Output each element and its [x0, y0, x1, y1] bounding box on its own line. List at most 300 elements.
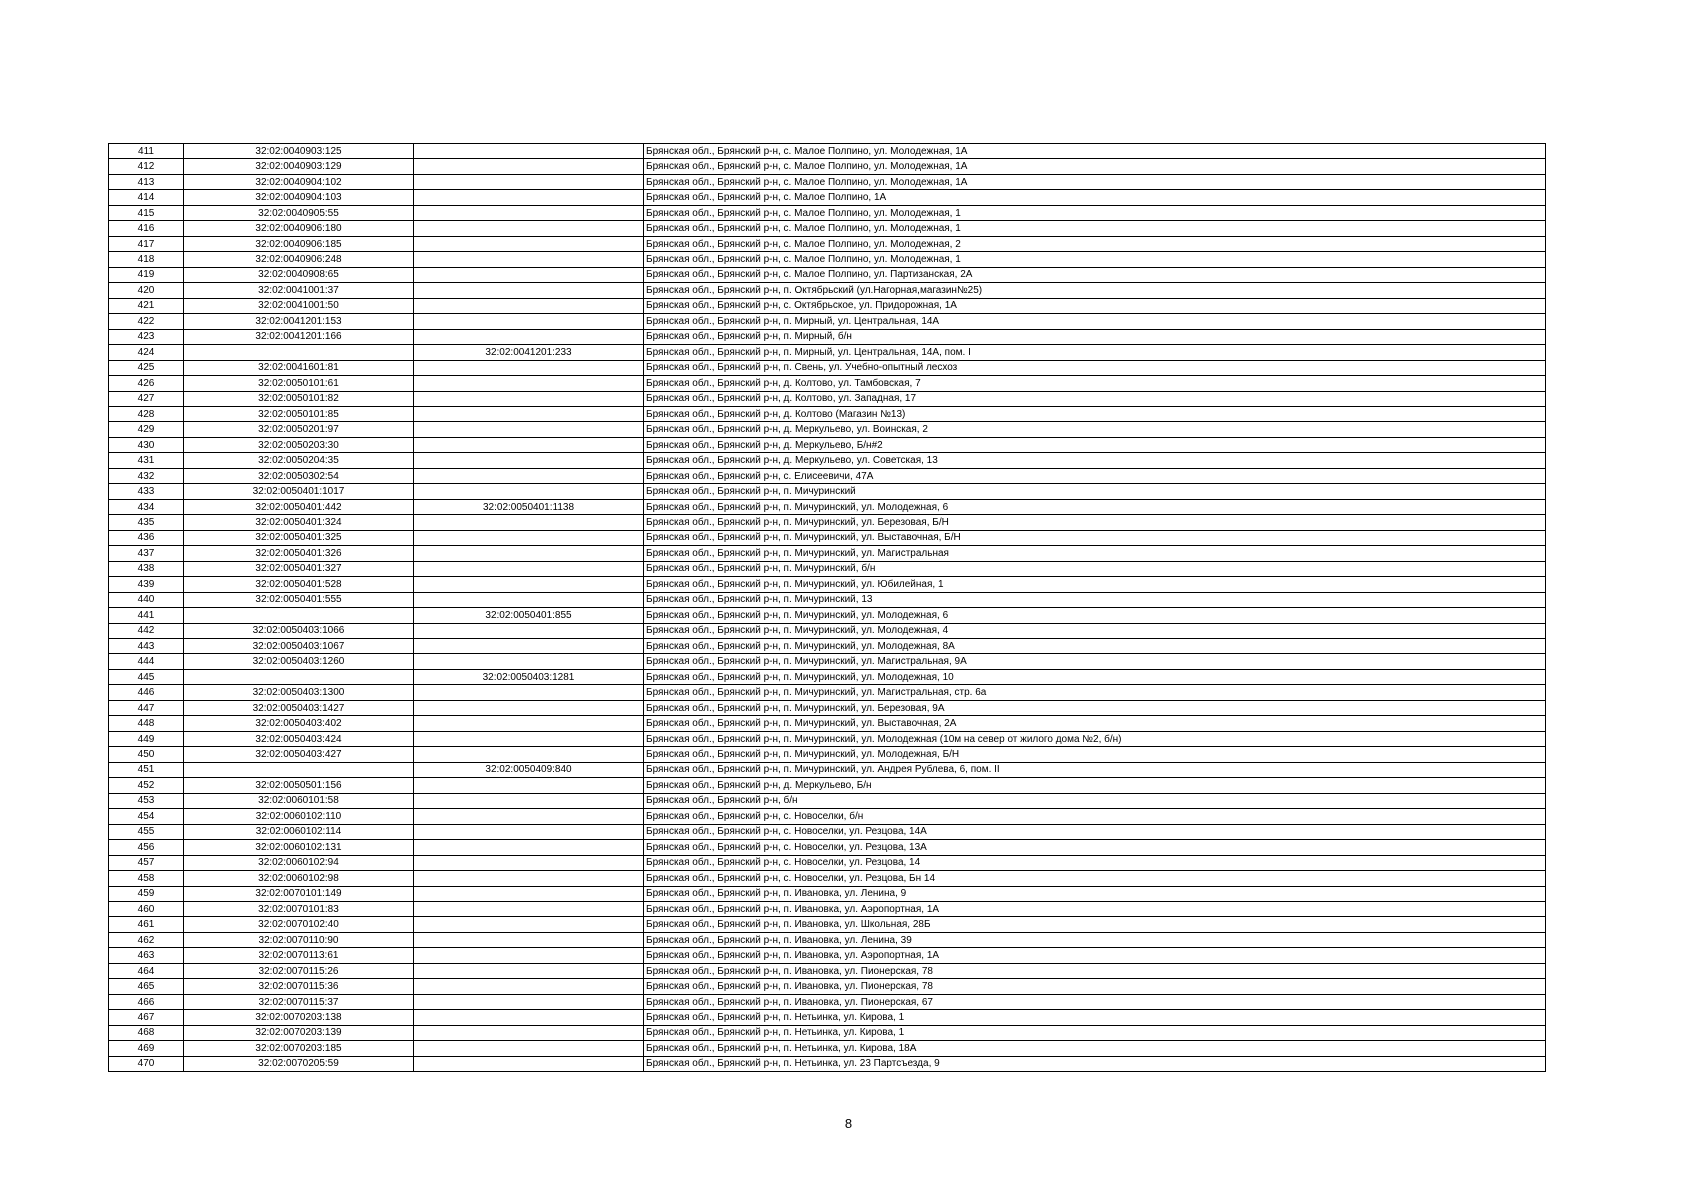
table-row	[109, 174, 1546, 189]
cadastral-number-cell: 32:02:0050401:326	[184, 546, 414, 561]
row-number-cell: 413	[109, 174, 184, 189]
table-row	[109, 484, 1546, 499]
row-number-cell: 470	[109, 1056, 184, 1071]
table-row	[109, 654, 1546, 669]
table-row	[109, 778, 1546, 793]
address-cell: Брянская обл., Брянский р-н, б/н	[644, 793, 1546, 808]
cadastral-number-cell: 32:02:0070113:61	[184, 948, 414, 963]
cadastral-number-alt-cell	[414, 376, 644, 391]
row-number-cell: 412	[109, 159, 184, 174]
cadastral-number-cell: 32:02:0041001:50	[184, 298, 414, 313]
cadastral-number-alt-cell	[414, 979, 644, 994]
table-row	[109, 932, 1546, 947]
cadastral-number-cell: 32:02:0050403:1300	[184, 685, 414, 700]
table-row	[109, 592, 1546, 607]
cadastral-number-alt-cell	[414, 824, 644, 839]
cadastral-number-cell: 32:02:0050401:442	[184, 499, 414, 514]
cadastral-number-cell: 32:02:0070205:59	[184, 1056, 414, 1071]
table-row	[109, 437, 1546, 452]
cadastral-number-alt-cell	[414, 298, 644, 313]
table-row	[109, 190, 1546, 205]
cadastral-number-alt-cell	[414, 267, 644, 282]
address-cell: Брянская обл., Брянский р-н, п. Мирный, ул. Центральная, 14А, пом. I	[644, 345, 1546, 360]
table-row	[109, 669, 1546, 684]
table-row	[109, 871, 1546, 886]
table-row	[109, 623, 1546, 638]
cadastral-number-cell: 32:02:0050401:325	[184, 530, 414, 545]
cadastral-number-cell: 32:02:0070101:83	[184, 901, 414, 916]
cadastral-number-alt-cell	[414, 577, 644, 592]
cadastral-number-alt-cell	[414, 809, 644, 824]
cadastral-number-alt-cell	[414, 793, 644, 808]
cadastral-number-alt-cell	[414, 948, 644, 963]
address-cell: Брянская обл., Брянский р-н, д. Колтово (Магазин №13)	[644, 406, 1546, 421]
table-row	[109, 1010, 1546, 1025]
table-row	[109, 221, 1546, 236]
cadastral-number-alt-cell	[414, 515, 644, 530]
row-number-cell: 447	[109, 700, 184, 715]
table-row	[109, 298, 1546, 313]
cadastral-number-cell: 32:02:0050401:1017	[184, 484, 414, 499]
cadastral-number-alt-cell: 32:02:0050409:840	[414, 762, 644, 777]
table-row	[109, 360, 1546, 375]
cadastral-number-alt-cell	[414, 917, 644, 932]
cadastral-number-cell: 32:02:0060102:110	[184, 809, 414, 824]
table-row	[109, 948, 1546, 963]
cadastral-number-cell: 32:02:0070102:40	[184, 917, 414, 932]
cadastral-number-alt-cell: 32:02:0041201:233	[414, 345, 644, 360]
address-cell: Брянская обл., Брянский р-н, д. Меркульево, Б/н#2	[644, 437, 1546, 452]
cadastral-number-alt-cell	[414, 159, 644, 174]
cadastral-number-cell: 32:02:0050203:30	[184, 437, 414, 452]
cadastral-number-alt-cell	[414, 855, 644, 870]
cadastral-number-alt-cell	[414, 205, 644, 220]
address-cell: Брянская обл., Брянский р-н, п. Ивановка, ул. Аэропортная, 1А	[644, 948, 1546, 963]
address-cell: Брянская обл., Брянский р-н, п. Мичуринский, ул. Молодежная, 10	[644, 669, 1546, 684]
table-row	[109, 1056, 1546, 1071]
row-number-cell: 454	[109, 809, 184, 824]
address-cell: Брянская обл., Брянский р-н, д. Колтово, ул. Западная, 17	[644, 391, 1546, 406]
table-row	[109, 716, 1546, 731]
table-row	[109, 639, 1546, 654]
cadastral-number-alt-cell	[414, 314, 644, 329]
cadastral-number-alt-cell	[414, 530, 644, 545]
address-cell: Брянская обл., Брянский р-н, п. Ивановка, ул. Школьная, 28Б	[644, 917, 1546, 932]
row-number-cell: 442	[109, 623, 184, 638]
cadastral-number-alt-cell	[414, 406, 644, 421]
cadastral-number-alt-cell	[414, 963, 644, 978]
cadastral-number-cell: 32:02:0070115:26	[184, 963, 414, 978]
cadastral-number-cell: 32:02:0060102:114	[184, 824, 414, 839]
address-cell: Брянская обл., Брянский р-н, п. Мичуринский, 13	[644, 592, 1546, 607]
address-cell: Брянская обл., Брянский р-н, п. Октябрьский (ул.Нагорная,магазин№25)	[644, 283, 1546, 298]
row-number-cell: 417	[109, 236, 184, 251]
row-number-cell: 449	[109, 731, 184, 746]
address-cell: Брянская обл., Брянский р-н, с. Новоселки, ул. Резцова, 14А	[644, 824, 1546, 839]
address-cell: Брянская обл., Брянский р-н, с. Малое Полпино, ул. Партизанская, 2А	[644, 267, 1546, 282]
address-cell: Брянская обл., Брянский р-н, п. Мичуринский, ул. Выставочная, 2А	[644, 716, 1546, 731]
table-row	[109, 205, 1546, 220]
row-number-cell: 468	[109, 1025, 184, 1040]
cadastral-number-alt-cell	[414, 685, 644, 700]
address-cell: Брянская обл., Брянский р-н, с. Новоселки, ул. Резцова, 14	[644, 855, 1546, 870]
row-number-cell: 469	[109, 1041, 184, 1056]
address-cell: Брянская обл., Брянский р-н, с. Октябрьское, ул. Придорожная, 1А	[644, 298, 1546, 313]
cadastral-number-alt-cell	[414, 236, 644, 251]
table-row	[109, 963, 1546, 978]
cadastral-number-alt-cell	[414, 252, 644, 267]
row-number-cell: 465	[109, 979, 184, 994]
cadastral-number-cell: 32:02:0050204:35	[184, 453, 414, 468]
address-cell: Брянская обл., Брянский р-н, с. Новоселки, ул. Резцова, Бн 14	[644, 871, 1546, 886]
table-row	[109, 422, 1546, 437]
cadastral-number-cell: 32:02:0041001:37	[184, 283, 414, 298]
row-number-cell: 456	[109, 840, 184, 855]
cadastral-number-alt-cell: 32:02:0050401:855	[414, 608, 644, 623]
row-number-cell: 420	[109, 283, 184, 298]
row-number-cell: 424	[109, 345, 184, 360]
registry-table-body	[109, 144, 1546, 1072]
cadastral-number-alt-cell	[414, 1010, 644, 1025]
table-row	[109, 144, 1546, 159]
table-row	[109, 747, 1546, 762]
row-number-cell: 421	[109, 298, 184, 313]
address-cell: Брянская обл., Брянский р-н, п. Ивановка, ул. Пионерская, 78	[644, 963, 1546, 978]
row-number-cell: 434	[109, 499, 184, 514]
cadastral-number-alt-cell	[414, 932, 644, 947]
address-cell: Брянская обл., Брянский р-н, с. Малое Полпино, ул. Молодежная, 1А	[644, 159, 1546, 174]
row-number-cell: 415	[109, 205, 184, 220]
address-cell: Брянская обл., Брянский р-н, с. Малое Полпино, ул. Молодежная, 1А	[644, 174, 1546, 189]
cadastral-number-alt-cell	[414, 453, 644, 468]
table-row	[109, 731, 1546, 746]
address-cell: Брянская обл., Брянский р-н, п. Мирный, ул. Центральная, 14А	[644, 314, 1546, 329]
address-cell: Брянская обл., Брянский р-н, п. Мичуринский, ул. Молодежная, Б/Н	[644, 747, 1546, 762]
cadastral-number-cell: 32:02:0040903:125	[184, 144, 414, 159]
table-row	[109, 391, 1546, 406]
cadastral-number-alt-cell	[414, 623, 644, 638]
address-cell: Брянская обл., Брянский р-н, с. Малое Полпино, 1А	[644, 190, 1546, 205]
address-cell: Брянская обл., Брянский р-н, п. Мичуринский, ул. Молодежная, 4	[644, 623, 1546, 638]
row-number-cell: 461	[109, 917, 184, 932]
cadastral-number-cell: 32:02:0070203:139	[184, 1025, 414, 1040]
registry-table	[108, 143, 1546, 1072]
table-row	[109, 468, 1546, 483]
table-row	[109, 793, 1546, 808]
row-number-cell: 430	[109, 437, 184, 452]
cadastral-number-cell: 32:02:0070115:36	[184, 979, 414, 994]
cadastral-number-cell: 32:02:0040905:55	[184, 205, 414, 220]
table-row	[109, 762, 1546, 777]
cadastral-number-alt-cell	[414, 283, 644, 298]
address-cell: Брянская обл., Брянский р-н, п. Мичуринский, ул. Андрея Рублева, 6, пом. II	[644, 762, 1546, 777]
table-row	[109, 577, 1546, 592]
row-number-cell: 423	[109, 329, 184, 344]
cadastral-number-alt-cell	[414, 1041, 644, 1056]
cadastral-number-alt-cell	[414, 731, 644, 746]
table-row	[109, 979, 1546, 994]
cadastral-number-cell: 32:02:0040904:102	[184, 174, 414, 189]
cadastral-number-alt-cell	[414, 174, 644, 189]
table-row	[109, 252, 1546, 267]
cadastral-number-alt-cell	[414, 561, 644, 576]
cadastral-number-cell: 32:02:0060102:98	[184, 871, 414, 886]
row-number-cell: 431	[109, 453, 184, 468]
cadastral-number-cell: 32:02:0050201:97	[184, 422, 414, 437]
cadastral-number-cell: 32:02:0050401:528	[184, 577, 414, 592]
cadastral-number-alt-cell	[414, 871, 644, 886]
table-row	[109, 376, 1546, 391]
cadastral-number-alt-cell	[414, 468, 644, 483]
row-number-cell: 411	[109, 144, 184, 159]
table-row	[109, 267, 1546, 282]
address-cell: Брянская обл., Брянский р-н, с. Малое Полпино, ул. Молодежная, 1А	[644, 144, 1546, 159]
cadastral-number-alt-cell	[414, 1025, 644, 1040]
cadastral-number-cell: 32:02:0050403:402	[184, 716, 414, 731]
table-row	[109, 917, 1546, 932]
cadastral-number-alt-cell	[414, 422, 644, 437]
cadastral-number-cell	[184, 669, 414, 684]
address-cell: Брянская обл., Брянский р-н, п. Мичуринский, ул. Березовая, 9А	[644, 700, 1546, 715]
table-row	[109, 329, 1546, 344]
cadastral-number-alt-cell	[414, 484, 644, 499]
row-number-cell: 458	[109, 871, 184, 886]
cadastral-number-alt-cell	[414, 778, 644, 793]
row-number-cell: 418	[109, 252, 184, 267]
table-row	[109, 608, 1546, 623]
address-cell: Брянская обл., Брянский р-н, д. Меркульево, ул. Советская, 13	[644, 453, 1546, 468]
cadastral-number-cell: 32:02:0060101:58	[184, 793, 414, 808]
row-number-cell: 444	[109, 654, 184, 669]
cadastral-number-alt-cell	[414, 144, 644, 159]
row-number-cell: 435	[109, 515, 184, 530]
row-number-cell: 426	[109, 376, 184, 391]
table-row	[109, 283, 1546, 298]
address-cell: Брянская обл., Брянский р-н, п. Мичуринский, ул. Магистральная, 9А	[644, 654, 1546, 669]
table-row	[109, 530, 1546, 545]
address-cell: Брянская обл., Брянский р-н, п. Мичуринский, ул. Молодежная, 8А	[644, 639, 1546, 654]
cadastral-number-cell: 32:02:0041601:81	[184, 360, 414, 375]
row-number-cell: 450	[109, 747, 184, 762]
address-cell: Брянская обл., Брянский р-н, с. Малое Полпино, ул. Молодежная, 2	[644, 236, 1546, 251]
address-cell: Брянская обл., Брянский р-н, п. Мичуринский, б/н	[644, 561, 1546, 576]
table-row	[109, 901, 1546, 916]
row-number-cell: 463	[109, 948, 184, 963]
table-row	[109, 685, 1546, 700]
row-number-cell: 446	[109, 685, 184, 700]
cadastral-number-cell: 32:02:0040906:248	[184, 252, 414, 267]
cadastral-number-cell: 32:02:0050403:427	[184, 747, 414, 762]
cadastral-number-cell: 32:02:0050403:1066	[184, 623, 414, 638]
address-cell: Брянская обл., Брянский р-н, п. Ивановка, ул. Ленина, 39	[644, 932, 1546, 947]
table-row	[109, 840, 1546, 855]
cadastral-number-cell: 32:02:0050403:1427	[184, 700, 414, 715]
cadastral-number-alt-cell	[414, 190, 644, 205]
cadastral-number-alt-cell	[414, 901, 644, 916]
row-number-cell: 452	[109, 778, 184, 793]
cadastral-number-cell: 32:02:0040903:129	[184, 159, 414, 174]
row-number-cell: 440	[109, 592, 184, 607]
row-number-cell: 457	[109, 855, 184, 870]
cadastral-number-cell	[184, 345, 414, 360]
cadastral-number-cell: 32:02:0070203:185	[184, 1041, 414, 1056]
row-number-cell: 464	[109, 963, 184, 978]
cadastral-number-alt-cell: 32:02:0050401:1138	[414, 499, 644, 514]
table-row	[109, 499, 1546, 514]
table-row	[109, 700, 1546, 715]
table-row	[109, 345, 1546, 360]
row-number-cell: 438	[109, 561, 184, 576]
address-cell: Брянская обл., Брянский р-н, п. Мичуринский	[644, 484, 1546, 499]
cadastral-number-cell	[184, 762, 414, 777]
address-cell: Брянская обл., Брянский р-н, п. Нетьинка, ул. Кирова, 1	[644, 1025, 1546, 1040]
cadastral-number-alt-cell	[414, 221, 644, 236]
row-number-cell: 427	[109, 391, 184, 406]
cadastral-number-cell: 32:02:0050401:555	[184, 592, 414, 607]
row-number-cell: 437	[109, 546, 184, 561]
table-row	[109, 994, 1546, 1009]
cadastral-number-cell: 32:02:0070203:138	[184, 1010, 414, 1025]
row-number-cell: 467	[109, 1010, 184, 1025]
address-cell: Брянская обл., Брянский р-н, д. Меркульево, Б/н	[644, 778, 1546, 793]
address-cell: Брянская обл., Брянский р-н, с. Новоселки, б/н	[644, 809, 1546, 824]
cadastral-number-alt-cell	[414, 840, 644, 855]
row-number-cell: 455	[109, 824, 184, 839]
row-number-cell: 445	[109, 669, 184, 684]
row-number-cell: 419	[109, 267, 184, 282]
cadastral-number-cell: 32:02:0050501:156	[184, 778, 414, 793]
row-number-cell: 441	[109, 608, 184, 623]
row-number-cell: 460	[109, 901, 184, 916]
cadastral-number-cell: 32:02:0050302:54	[184, 468, 414, 483]
row-number-cell: 453	[109, 793, 184, 808]
row-number-cell: 433	[109, 484, 184, 499]
row-number-cell: 416	[109, 221, 184, 236]
cadastral-number-alt-cell	[414, 391, 644, 406]
cadastral-number-alt-cell	[414, 592, 644, 607]
table-row	[109, 886, 1546, 901]
cadastral-number-cell: 32:02:0050101:61	[184, 376, 414, 391]
cadastral-number-alt-cell	[414, 639, 644, 654]
row-number-cell: 448	[109, 716, 184, 731]
table-row	[109, 406, 1546, 421]
table-row	[109, 809, 1546, 824]
address-cell: Брянская обл., Брянский р-н, с. Малое Полпино, ул. Молодежная, 1	[644, 205, 1546, 220]
address-cell: Брянская обл., Брянский р-н, д. Колтово, ул. Тамбовская, 7	[644, 376, 1546, 391]
row-number-cell: 439	[109, 577, 184, 592]
address-cell: Брянская обл., Брянский р-н, п. Мичуринский, ул. Березовая, Б/Н	[644, 515, 1546, 530]
address-cell: Брянская обл., Брянский р-н, п. Нетьинка, ул. 23 Партсъезда, 9	[644, 1056, 1546, 1071]
row-number-cell: 466	[109, 994, 184, 1009]
cadastral-number-alt-cell	[414, 716, 644, 731]
cadastral-number-cell: 32:02:0041201:166	[184, 329, 414, 344]
address-cell: Брянская обл., Брянский р-н, д. Меркульево, ул. Воинская, 2	[644, 422, 1546, 437]
cadastral-number-alt-cell	[414, 747, 644, 762]
address-cell: Брянская обл., Брянский р-н, п. Мичуринский, ул. Магистральная	[644, 546, 1546, 561]
table-row	[109, 546, 1546, 561]
table-row	[109, 1025, 1546, 1040]
table-row	[109, 314, 1546, 329]
cadastral-number-cell: 32:02:0050403:1067	[184, 639, 414, 654]
row-number-cell: 425	[109, 360, 184, 375]
row-number-cell: 414	[109, 190, 184, 205]
table-row	[109, 453, 1546, 468]
row-number-cell: 432	[109, 468, 184, 483]
address-cell: Брянская обл., Брянский р-н, п. Мичуринский, ул. Юбилейная, 1	[644, 577, 1546, 592]
address-cell: Брянская обл., Брянский р-н, п. Мирный, б/н	[644, 329, 1546, 344]
cadastral-number-cell	[184, 608, 414, 623]
address-cell: Брянская обл., Брянский р-н, п. Мичуринский, ул. Молодежная, 6	[644, 499, 1546, 514]
cadastral-number-cell: 32:02:0040904:103	[184, 190, 414, 205]
cadastral-number-alt-cell	[414, 654, 644, 669]
cadastral-number-cell: 32:02:0041201:153	[184, 314, 414, 329]
cadastral-number-cell: 32:02:0060102:131	[184, 840, 414, 855]
address-cell: Брянская обл., Брянский р-н, п. Нетьинка, ул. Кирова, 18А	[644, 1041, 1546, 1056]
address-cell: Брянская обл., Брянский р-н, п. Нетьинка, ул. Кирова, 1	[644, 1010, 1546, 1025]
table-row	[109, 515, 1546, 530]
page-number: 8	[844, 1116, 853, 1131]
row-number-cell: 443	[109, 639, 184, 654]
cadastral-number-alt-cell	[414, 1056, 644, 1071]
table-row	[109, 824, 1546, 839]
cadastral-number-cell: 32:02:0040906:185	[184, 236, 414, 251]
address-cell: Брянская обл., Брянский р-н, с. Малое Полпино, ул. Молодежная, 1	[644, 221, 1546, 236]
cadastral-number-alt-cell	[414, 886, 644, 901]
address-cell: Брянская обл., Брянский р-н, п. Ивановка, ул. Пионерская, 78	[644, 979, 1546, 994]
cadastral-number-alt-cell	[414, 700, 644, 715]
cadastral-number-cell: 32:02:0050401:324	[184, 515, 414, 530]
cadastral-number-cell: 32:02:0070115:37	[184, 994, 414, 1009]
cadastral-number-cell: 32:02:0050403:1260	[184, 654, 414, 669]
table-row	[109, 236, 1546, 251]
cadastral-number-cell: 32:02:0050101:85	[184, 406, 414, 421]
address-cell: Брянская обл., Брянский р-н, с. Малое Полпино, ул. Молодежная, 1	[644, 252, 1546, 267]
cadastral-number-alt-cell	[414, 437, 644, 452]
cadastral-number-cell: 32:02:0070101:149	[184, 886, 414, 901]
address-cell: Брянская обл., Брянский р-н, с. Елисеевичи, 47А	[644, 468, 1546, 483]
row-number-cell: 429	[109, 422, 184, 437]
cadastral-number-alt-cell	[414, 546, 644, 561]
table-row	[109, 855, 1546, 870]
address-cell: Брянская обл., Брянский р-н, п. Мичуринский, ул. Молодежная (10м на север от жилого дома №2, б/н)	[644, 731, 1546, 746]
address-cell: Брянская обл., Брянский р-н, п. Ивановка, ул. Пионерская, 67	[644, 994, 1546, 1009]
cadastral-number-cell: 32:02:0060102:94	[184, 855, 414, 870]
address-cell: Брянская обл., Брянский р-н, п. Ивановка, ул. Аэропортная, 1А	[644, 901, 1546, 916]
cadastral-number-cell: 32:02:0070110:90	[184, 932, 414, 947]
address-cell: Брянская обл., Брянский р-н, п. Свень, ул. Учебно-опытный лесхоз	[644, 360, 1546, 375]
cadastral-number-cell: 32:02:0040908:65	[184, 267, 414, 282]
cadastral-number-cell: 32:02:0050403:424	[184, 731, 414, 746]
cadastral-number-cell: 32:02:0040906:180	[184, 221, 414, 236]
address-cell: Брянская обл., Брянский р-н, п. Ивановка, ул. Ленина, 9	[644, 886, 1546, 901]
cadastral-number-cell: 32:02:0050101:82	[184, 391, 414, 406]
table-row	[109, 159, 1546, 174]
cadastral-number-alt-cell	[414, 329, 644, 344]
cadastral-number-alt-cell: 32:02:0050403:1281	[414, 669, 644, 684]
row-number-cell: 459	[109, 886, 184, 901]
row-number-cell: 428	[109, 406, 184, 421]
table-row	[109, 1041, 1546, 1056]
address-cell: Брянская обл., Брянский р-н, с. Новоселки, ул. Резцова, 13А	[644, 840, 1546, 855]
row-number-cell: 436	[109, 530, 184, 545]
cadastral-number-alt-cell	[414, 994, 644, 1009]
row-number-cell: 462	[109, 932, 184, 947]
cadastral-number-alt-cell	[414, 360, 644, 375]
row-number-cell: 422	[109, 314, 184, 329]
cadastral-number-cell: 32:02:0050401:327	[184, 561, 414, 576]
table-row	[109, 561, 1546, 576]
row-number-cell: 451	[109, 762, 184, 777]
